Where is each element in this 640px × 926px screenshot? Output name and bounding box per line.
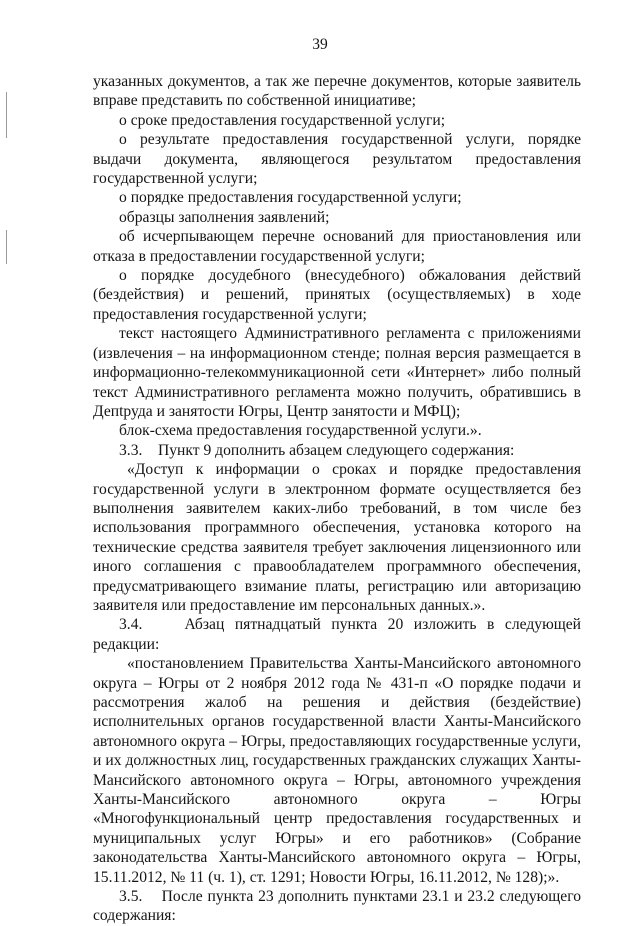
section-heading-3-4: 3.4. Абзац пятнадцатый пункта 20 изложить в следующей редакции: [93, 616, 585, 653]
quoted-paragraph: «постановлением Правительства Ханты-Мансийского автономного округа – Югры от 2 ноября 2012 года № 431-п «О порядке подачи и рассмотрения жалоб на решения и действия (бездействие) исполнительных органов государственной власти Ханты-Мансийского автономного округа – Югры, предоставляющих государственные услуги, и их должностных лиц, государственных гражданских служащих Ханты-Мансийского автономного округа – Югры, автономного учреждения Ханты-Мансийского автономного округа – Югры «Многофункциональный центр предоставления государственных и муниципальных услуг Югры» и его работников» (Собрание законодательства Ханты-Мансийского автономного округа – Югры, 15.11.2012, № 11 (ч. 1), ст. 1291; Новости Югры, 16.11.2012, № 128);». [93, 655, 581, 886]
paragraph: о порядке предоставления государственной услуги; [119, 189, 462, 207]
paragraph: об исчерпывающем перечне оснований для приостановления или отказа в предоставлении государственной услуги; [93, 228, 581, 265]
scan-edge-mark [6, 92, 7, 138]
paragraph: образцы заполнения заявлений; [119, 208, 330, 226]
page-number: 39 [312, 36, 328, 53]
paragraph: текст настоящего Административного регламента с приложениями (извлечения – на информационном стенде; полная версия размещается в информационно-телекоммуникационной сети «Интернет» либо полный текст Административного регламента можно получить, обратившись в Депtруда и занятости Югры, Центр занятости и МФЦ); [93, 325, 581, 420]
paragraph: о сроке предоставления государственной услуги; [119, 111, 446, 129]
document-body [93, 72, 585, 926]
paragraph: блок-схема предоставления государственной услуги.». [119, 422, 482, 440]
section-heading-3-5: 3.5. После пункта 23 дополнить пунктами 23.1 и 23.2 следующего содержания: [93, 888, 585, 925]
section-heading-3-3: 3.3. Пункт 9 дополнить абзацем следующего содержания: [119, 441, 515, 459]
paragraph: указанных документов, а так же перечне документов, которые заявитель вправе представить по собственной инициативе; [93, 73, 581, 110]
quoted-paragraph: «Доступ к информации о сроках и порядке предоставления государственной услуги в электронном формате осуществляется без выполнения заявителем каких-либо требований, в том числе без использования программного обеспечения, установка которого на технические средства заявителя требует заключения лицензионного или иного соглашения с правообладателем программного обеспечения, предусматривающего взимание платы, регистрацию или авторизацию заявителя или предоставление им персональных данных.». [93, 461, 581, 614]
paragraph: о результате предоставления государственной услуги, порядке выдачи документа, являющегося результатом предоставления государственной услуги; [93, 131, 581, 188]
scan-edge-mark [6, 230, 7, 264]
paragraph: о порядке досудебного (внесудебного) обжалования действий (бездействия) и решений, принятых (осуществляемых) в ходе предоставления государственной услуги; [93, 267, 581, 323]
